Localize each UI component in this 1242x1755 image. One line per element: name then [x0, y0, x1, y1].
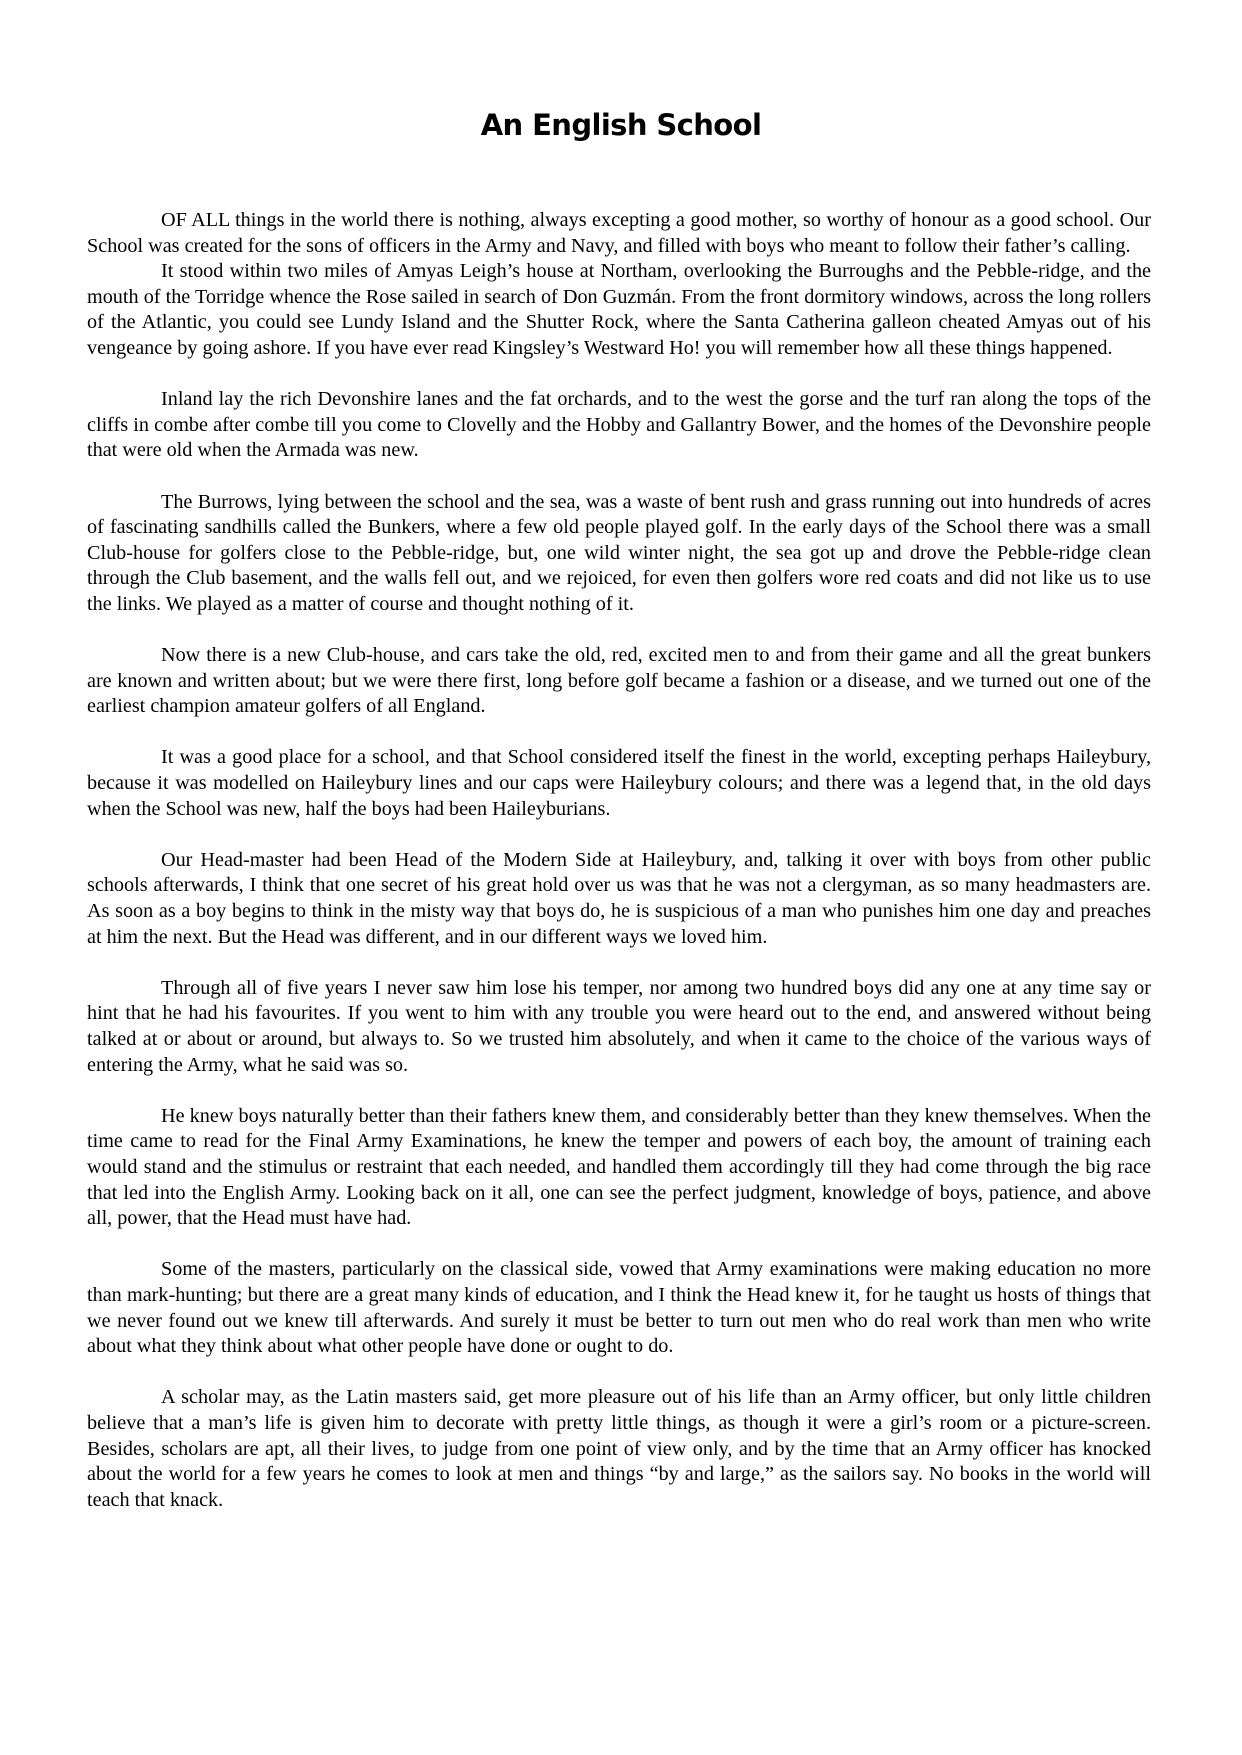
paragraph-6: It was a good place for a school, and that School considered itself the finest in the world, excepting perhaps Haileybury, because it was modelled on Haileybury lines and our caps were Haileybury colours; and there was a legend that, in the old days when the School was new, half the boys had been Haileyburians.	[87, 746, 1151, 820]
document-body	[87, 208, 1151, 1513]
paragraph-2: It stood within two miles of Amyas Leigh’s house at Northam, overlooking the Burroughs and the Pebble-ridge, and the mouth of the Torridge whence the Rose sailed in search of Don Guzmán. From the front dormitory windows, across the long rollers of the Atlantic, you could see Lundy Island and the Shutter Rock, where the Santa Catherina galleon cheated Amyas out of his vengeance by going ashore. If you have ever read Kingsley’s Westward Ho! you will remember how all these things happened.	[87, 260, 1151, 359]
paragraph-7: Our Head-master had been Head of the Modern Side at Haileybury, and, talking it over with boys from other public schools afterwards, I think that one secret of his great hold over us was that he was not a clergyman, as so many headmasters are. As soon as a boy begins to think in the misty way that boys do, he is suspicious of a man who punishes him one day and preaches at him the next. But the Head was different, and in our different ways we loved him.	[87, 848, 1151, 948]
paragraph-5: Now there is a new Club-house, and cars take the old, red, excited men to and from their game and all the great bunkers are known and written about; but we were there first, long before golf became a fashion or a disease, and we turned out one of the earliest champion amateur golfers of all England.	[87, 644, 1151, 718]
paragraph-3: Inland lay the rich Devonshire lanes and the fat orchards, and to the west the gorse and the turf ran along the tops of the cliffs in combe after combe till you come to Clovelly and the Hobby and Gallantry Bower, and the homes of the Devonshire people that were old when the Armada was new.	[87, 388, 1151, 462]
paragraph-9: He knew boys naturally better than their fathers knew them, and considerably better than they knew themselves. When the time came to read for the Final Army Examinations, he knew the temper and powers of each boy, the amount of training each would stand and the stimulus or restraint that each needed, and handled them accordingly till they had come through the big race that led into the English Army. Looking back on it all, one can see the perfect judgment, knowledge of boys, patience, and above all, power, that the Head must have had.	[87, 1104, 1151, 1230]
paragraph-8: Through all of five years I never saw him lose his temper, nor among two hundred boys did any one at any time say or hint that he had his favourites. If you went to him with any trouble you were heard out to the end, and answered without being talked at or about or around, but always to. So we trusted him absolutely, and when it came to the choice of the various ways of entering the Army, what he said was so.	[87, 976, 1151, 1076]
page-title: An English School	[480, 108, 762, 142]
paragraph-11: A scholar may, as the Latin masters said, get more pleasure out of his life than an Army officer, but only little children believe that a man’s life is given him to decorate with pretty little things, as though it were a girl’s room or a picture-screen. Besides, scholars are apt, all their lives, to judge from one point of view only, and by the time that an Army officer has knocked about the world for a few years he comes to look at men and things “by and large,” as the sailors say. No books in the world will teach that knack.	[87, 1386, 1151, 1511]
paragraph-1: OF ALL things in the world there is nothing, always excepting a good mother, so worthy of honour as a good school. Our School was created for the sons of officers in the Army and Navy, and filled with boys who meant to follow their father’s calling.	[87, 209, 1151, 257]
paragraph-4: The Burrows, lying between the school and the sea, was a waste of bent rush and grass running out into hundreds of acres of fascinating sandhills called the Bunkers, where a few old people played golf. In the early days of the School there was a small Club-house for golfers close to the Pebble-ridge, but, one wild winter night, the sea got up and drove the Pebble-ridge clean through the Club basement, and the walls fell out, and we rejoiced, for even then golfers wore red coats and did not like us to use the links. We played as a matter of course and thought nothing of it.	[87, 490, 1151, 615]
paragraph-10: Some of the masters, particularly on the classical side, vowed that Army examinations were making education no more than mark-hunting; but there are a great many kinds of education, and I think the Head knew it, for he taught us hosts of things that we never found out we knew till afterwards. And surely it must be better to turn out men who do real work than men who write about what they think about what other people have done or ought to do.	[87, 1258, 1151, 1358]
